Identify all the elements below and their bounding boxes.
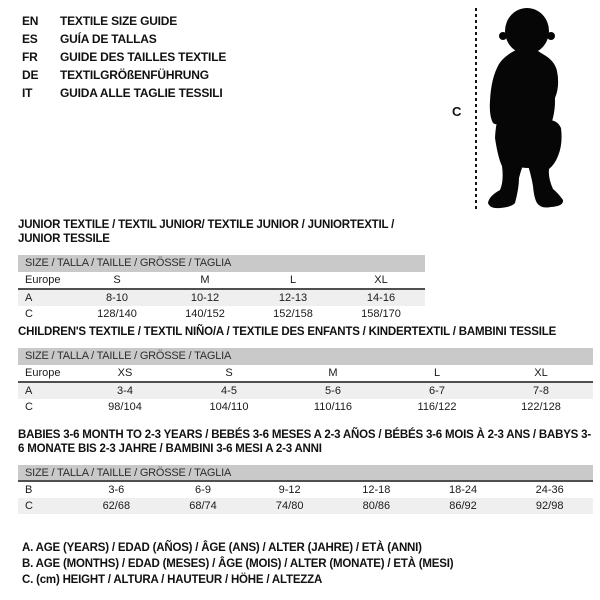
table-cell: 128/140 xyxy=(97,308,137,320)
table-cell: XS xyxy=(117,367,133,379)
table-cell: L xyxy=(289,274,297,286)
table-row-a xyxy=(18,383,593,399)
lang-label: TEXTILE SIZE GUIDE xyxy=(60,14,178,28)
lang-label: GUIDE DES TAILLES TEXTILE xyxy=(60,50,227,64)
size-table xyxy=(18,325,593,415)
legend-line-c: C. (cm) HEIGHT / ALTURA / HAUTEUR / HÖHE / ALTEZZA xyxy=(22,574,323,586)
lang-row-de xyxy=(22,66,226,84)
legend-line-b: B. AGE (MONTHS) / EDAD (MESES) / ÂGE (MOIS) / ALTER (MONATE) / ETÀ (MESI) xyxy=(22,558,454,570)
baby-silhouette-icon xyxy=(486,6,566,211)
table-cell: XL xyxy=(374,274,388,286)
legend xyxy=(22,540,453,588)
table-cell: 3-6 xyxy=(108,484,125,496)
language-title-list xyxy=(22,12,226,102)
lang-code: IT xyxy=(22,86,33,100)
row-label: B xyxy=(25,484,33,496)
table-title: CHILDREN'S TEXTILE / TEXTIL NIÑO/A / TEXTILE DES ENFANTS / KINDERTEXTIL / BAMBINI TESSILE xyxy=(18,326,557,338)
lang-label: GUÍA DE TALLAS xyxy=(60,32,157,46)
table-cell: 98/104 xyxy=(108,401,142,413)
lang-label: TEXTILGRÖßENFÜHRUNG xyxy=(60,68,209,82)
table-cell: 12-13 xyxy=(278,292,308,304)
table-row-c xyxy=(18,498,593,514)
table-cell: 5-6 xyxy=(325,385,341,397)
table-row-a xyxy=(18,290,425,306)
size-header-bar: SIZE / TALLA / TAILLE / GRÖSSE / TAGLIA xyxy=(18,348,593,365)
table-row-c xyxy=(18,306,425,322)
table-cell: 80/86 xyxy=(362,500,391,512)
height-marker-label: C xyxy=(452,104,462,119)
table-cell: L xyxy=(433,367,441,379)
table-cell: 62/68 xyxy=(102,500,131,512)
table-cell: 6-7 xyxy=(429,385,445,397)
table-cell: 68/74 xyxy=(189,500,217,512)
table-cell: 3-4 xyxy=(117,385,133,397)
size-header-bar: SIZE / TALLA / TAILLE / GRÖSSE / TAGLIA xyxy=(18,255,425,272)
lang-code: DE xyxy=(22,68,39,82)
row-label: C xyxy=(25,401,33,413)
table-cell: M xyxy=(200,274,210,286)
lang-row-it xyxy=(22,84,226,102)
table-cell: 8-10 xyxy=(105,292,129,304)
table-cell: 10-12 xyxy=(190,292,220,304)
table-cell: 110/116 xyxy=(313,401,353,413)
table-cell: S xyxy=(113,274,121,286)
row-label: C xyxy=(25,500,33,512)
table-cell: 116/122 xyxy=(417,401,457,413)
table-cell: 74/80 xyxy=(275,500,304,512)
row-label: Europe xyxy=(25,367,61,379)
row-label: A xyxy=(25,292,33,304)
table-row-europe xyxy=(18,365,593,383)
legend-line-a: A. AGE (YEARS) / EDAD (AÑOS) / ÂGE (ANS) / ALTER (JAHRE) / ETÀ (ANNI) xyxy=(22,542,422,554)
lang-label: GUIDA ALLE TAGLIE TESSILI xyxy=(60,86,223,100)
height-dotted-line xyxy=(475,8,477,209)
table-cell: 104/110 xyxy=(209,401,249,413)
size-header-bar: SIZE / TALLA / TAILLE / GRÖSSE / TAGLIA xyxy=(18,465,593,482)
table-title: JUNIOR TEXTILE / TEXTIL JUNIOR/ TEXTILE JUNIOR / JUNIORTEXTIL / JUNIOR TESSILE xyxy=(18,219,395,245)
lang-code: FR xyxy=(22,50,38,64)
table-cell: M xyxy=(328,367,338,379)
row-label: A xyxy=(25,385,33,397)
table-cell: 158/170 xyxy=(361,308,401,320)
table-cell: 122/128 xyxy=(521,401,561,413)
table-cell: 24-36 xyxy=(535,484,564,496)
lang-code: ES xyxy=(22,32,38,46)
table-cell: 152/158 xyxy=(273,308,313,320)
lang-row-en xyxy=(22,12,226,30)
size-table xyxy=(18,218,425,322)
table-cell: XL xyxy=(534,367,548,379)
table-row-c xyxy=(18,399,593,415)
table-cell: 6-9 xyxy=(195,484,211,496)
table-cell: 4-5 xyxy=(221,385,237,397)
table-row-europe xyxy=(18,272,425,290)
table-cell: 92/98 xyxy=(535,500,564,512)
size-table xyxy=(18,428,593,514)
row-label: Europe xyxy=(25,274,61,286)
table-cell: 14-16 xyxy=(366,292,396,304)
table-cell: 86/92 xyxy=(449,500,477,512)
row-label: C xyxy=(25,308,33,320)
lang-row-fr xyxy=(22,48,226,66)
table-cell: 9-12 xyxy=(278,484,301,496)
table-cell: 7-8 xyxy=(533,385,549,397)
table-cell: 140/152 xyxy=(185,308,225,320)
lang-row-es xyxy=(22,30,226,48)
table-cell: 18-24 xyxy=(448,484,478,496)
lang-code: EN xyxy=(22,14,39,28)
table-title: BABIES 3-6 MONTH TO 2-3 YEARS / BEBÉS 3-6 MESES A 2-3 AÑOS / BÉBÉS 3-6 MOIS À 2-3 ANS / BABYS 3-6 MONATE BIS 2-3 JAHRE / BAMBINI 3-6 MESI A 2-3 ANNI xyxy=(18,429,591,455)
table-row-b xyxy=(18,482,593,498)
table-cell: S xyxy=(225,367,233,379)
table-cell: 12-18 xyxy=(362,484,391,496)
